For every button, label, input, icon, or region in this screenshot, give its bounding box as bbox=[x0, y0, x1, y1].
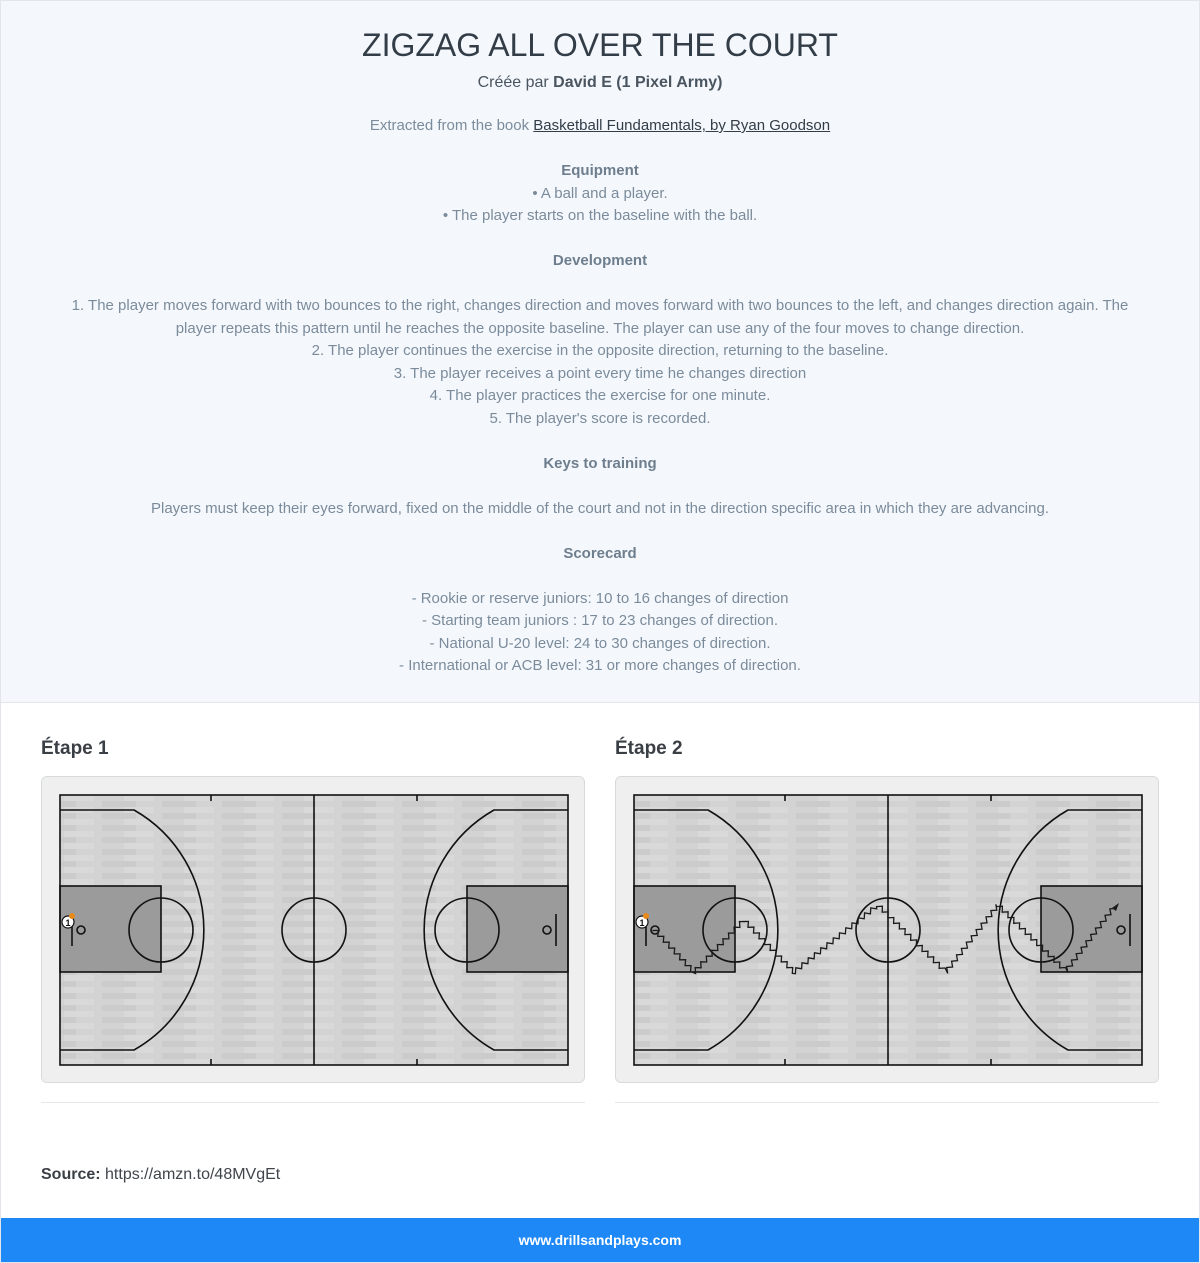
development-step: 1. The player moves forward with two bounces to the right, changes direction and moves forward with two bounces to the left, and changes direction again. The player repeats this pattern until he reaches the opposite baseline. The player can use any of the four moves to change direction. bbox=[71, 297, 1129, 337]
court-svg bbox=[616, 777, 1159, 1083]
source-line bbox=[41, 1165, 280, 1185]
ball-icon bbox=[643, 913, 649, 919]
player-number: 1 bbox=[639, 918, 645, 928]
book-line bbox=[61, 115, 1139, 138]
book-link[interactable]: Basketball Fundamentals, by Ryan Goodson bbox=[533, 117, 831, 134]
drill-description bbox=[61, 115, 1139, 678]
right-paint bbox=[467, 886, 568, 972]
author-name: David E (1 Pixel Army) bbox=[553, 74, 723, 91]
creator-line bbox=[1, 74, 1199, 92]
left-paint bbox=[60, 886, 161, 972]
right-paint bbox=[1041, 886, 1142, 972]
development-step: 4. The player practices the exercise for one minute. bbox=[429, 387, 771, 404]
keys-text: Players must keep their eyes forward, fixed on the middle of the court and not in the direction specific area in which they are advancing. bbox=[151, 499, 1049, 517]
step-1-divider bbox=[41, 1102, 585, 1103]
created-by-label: Créée par bbox=[477, 74, 549, 91]
drill-header bbox=[1, 1, 1199, 703]
scorecard-line: - Rookie or reserve juniors: 10 to 16 changes of direction bbox=[411, 589, 789, 607]
site-footer[interactable]: www.drillsandplays.com bbox=[1, 1218, 1199, 1262]
scorecard-heading: Scorecard bbox=[563, 544, 637, 562]
development-step: 2. The player continues the exercise in the opposite direction, returning to the baseline. bbox=[311, 342, 889, 359]
step-2-divider bbox=[615, 1102, 1159, 1103]
development-step: 5. The player's score is recorded. bbox=[489, 409, 711, 427]
equipment-line: • A ball and a player. bbox=[532, 184, 668, 202]
development-step: 3. The player receives a point every time he changes direction bbox=[393, 364, 807, 382]
drill-title: ZIGZAG ALL OVER THE COURT bbox=[362, 27, 838, 63]
development-heading: Development bbox=[552, 252, 648, 269]
player-number: 1 bbox=[65, 918, 71, 928]
scorecard-line: - International or ACB level: 31 or more changes of direction. bbox=[399, 657, 801, 674]
equipment-heading: Equipment bbox=[561, 162, 639, 179]
equipment-line: • The player starts on the baseline with the ball. bbox=[442, 207, 758, 224]
keys-heading: Keys to training bbox=[543, 454, 657, 472]
source-url[interactable]: https://amzn.to/48MVgEt bbox=[105, 1166, 281, 1183]
court-svg bbox=[42, 777, 585, 1083]
book-prefix: Extracted from the book bbox=[369, 117, 530, 134]
step-1-title: Étape 1 bbox=[41, 738, 109, 759]
source-label: Source: bbox=[41, 1166, 101, 1183]
step-2-title: Étape 2 bbox=[615, 738, 683, 759]
step-1-diagram[interactable] bbox=[41, 776, 585, 1083]
scorecard-line: - Starting team juniors : 17 to 23 changes of direction. bbox=[421, 612, 779, 629]
step-2-diagram[interactable] bbox=[615, 776, 1159, 1083]
scorecard-line: - National U-20 level: 24 to 30 changes of direction. bbox=[429, 634, 771, 652]
ball-icon bbox=[69, 913, 75, 919]
